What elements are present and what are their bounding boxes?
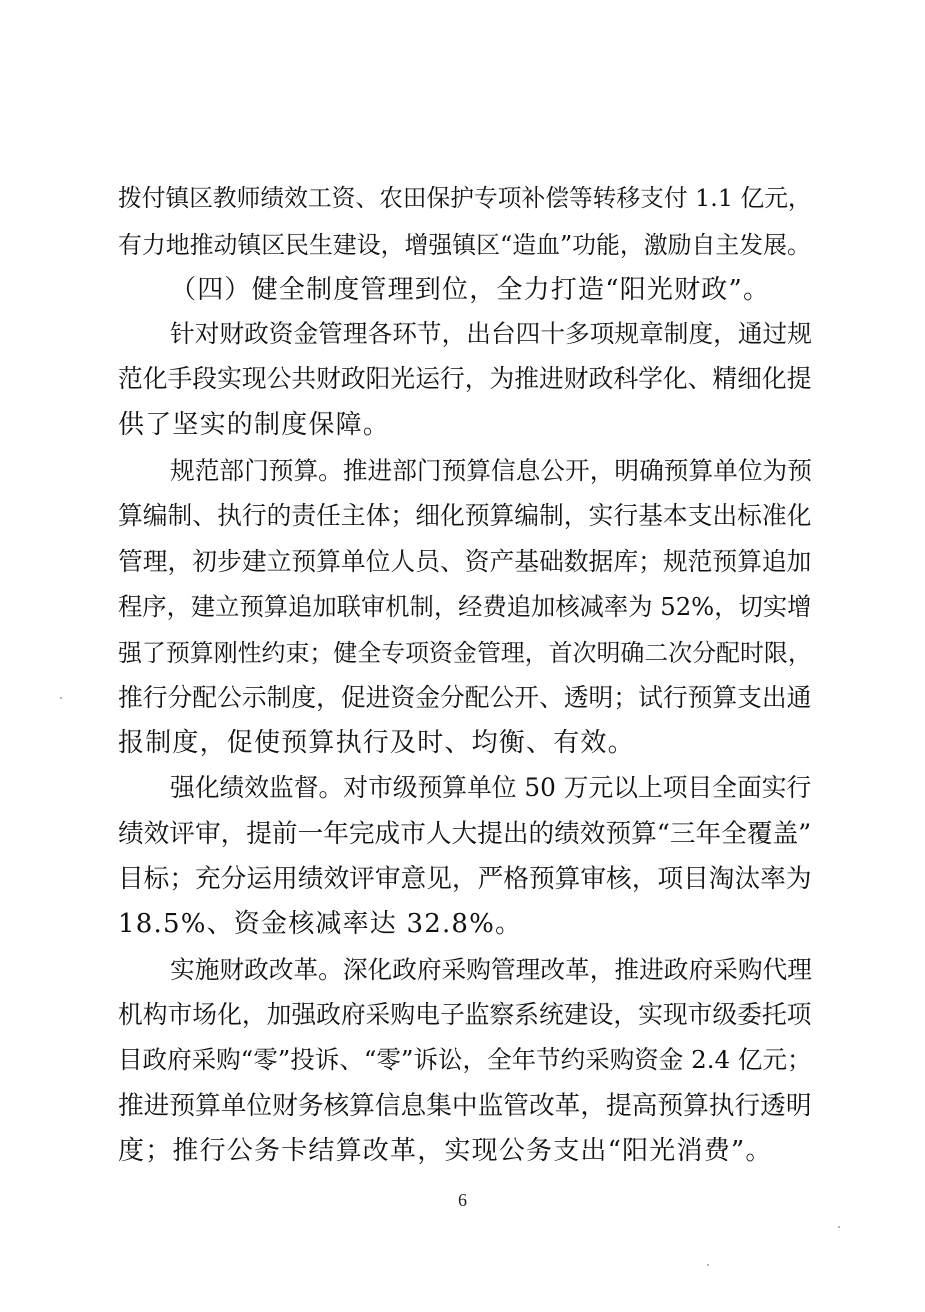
text-line: 强化绩效监督。对市级预算单位 50 万元以上项目全面实行: [170, 773, 812, 802]
text-line: 18.5%、资金核减率达 32.8%。: [118, 909, 523, 939]
text-line: 推行分配公示制度，促进资金分配公开、透明；试行预算支出通: [118, 683, 812, 712]
scan-speck: [707, 1264, 709, 1266]
text-line: 程序，建立预算追加联审机制，经费追加核减率为 52%，切实增: [118, 592, 812, 621]
text-line: 算编制、执行的责任主体；细化预算编制，实行基本支出标准化: [118, 501, 812, 530]
text-line: 强了预算刚性约束；健全专项资金管理，首次明确二次分配时限，: [118, 639, 812, 667]
text-line: 机构市场化，加强政府采购电子监察系统建设，实现市级委托项: [118, 1000, 812, 1029]
text-line: 报制度，促使预算执行及时、均衡、有效。: [118, 728, 635, 758]
text-line: 范化手段实现公共财政阳光运行，为推进财政科学化、精细化提: [118, 364, 812, 393]
text-line: 拨付镇区教师绩效工资、农田保护专项补偿等转移支付 1.1 亿元，: [118, 184, 812, 212]
text-line: 针对财政资金管理各环节，出台四十多项规章制度，通过规: [170, 319, 812, 348]
section-heading: （四）健全制度管理到位，全力打造“阳光财政”。: [170, 275, 771, 305]
text-line: 推进预算单位财务核算信息集中监管改革，提高预算执行透明: [118, 1091, 812, 1121]
scan-speck: [60, 697, 62, 699]
text-line: 目标；充分运用绩效评审意见，严格预算审核，项目淘汰率为: [118, 864, 812, 894]
scan-speck: [838, 1226, 840, 1228]
text-line: 规范部门预算。推进部门预算信息公开，明确预算单位为预: [170, 456, 812, 485]
text-line: 实施财政改革。深化政府采购管理改革，推进政府采购代理: [170, 955, 812, 984]
text-line: 有力地推动镇区民生建设，增强镇区“造血”功能，激励自主发展。: [118, 231, 811, 259]
text-line: 目政府采购“零”投诉、“零”诉讼，全年节约采购资金 2.4 亿元；: [118, 1045, 812, 1074]
text-line: 度；推行公务卡结算改革，实现公务支出“阳光消费”。: [118, 1136, 773, 1166]
page-number: 6: [458, 1190, 467, 1210]
text-line: 供了坚实的制度保障。: [118, 410, 391, 440]
text-line: 管理，初步建立预算单位人员、资产基础数据库；规范预算追加: [118, 547, 812, 576]
text-line: 绩效评审，提前一年完成市人大提出的绩效预算“三年全覆盖”: [118, 819, 812, 849]
